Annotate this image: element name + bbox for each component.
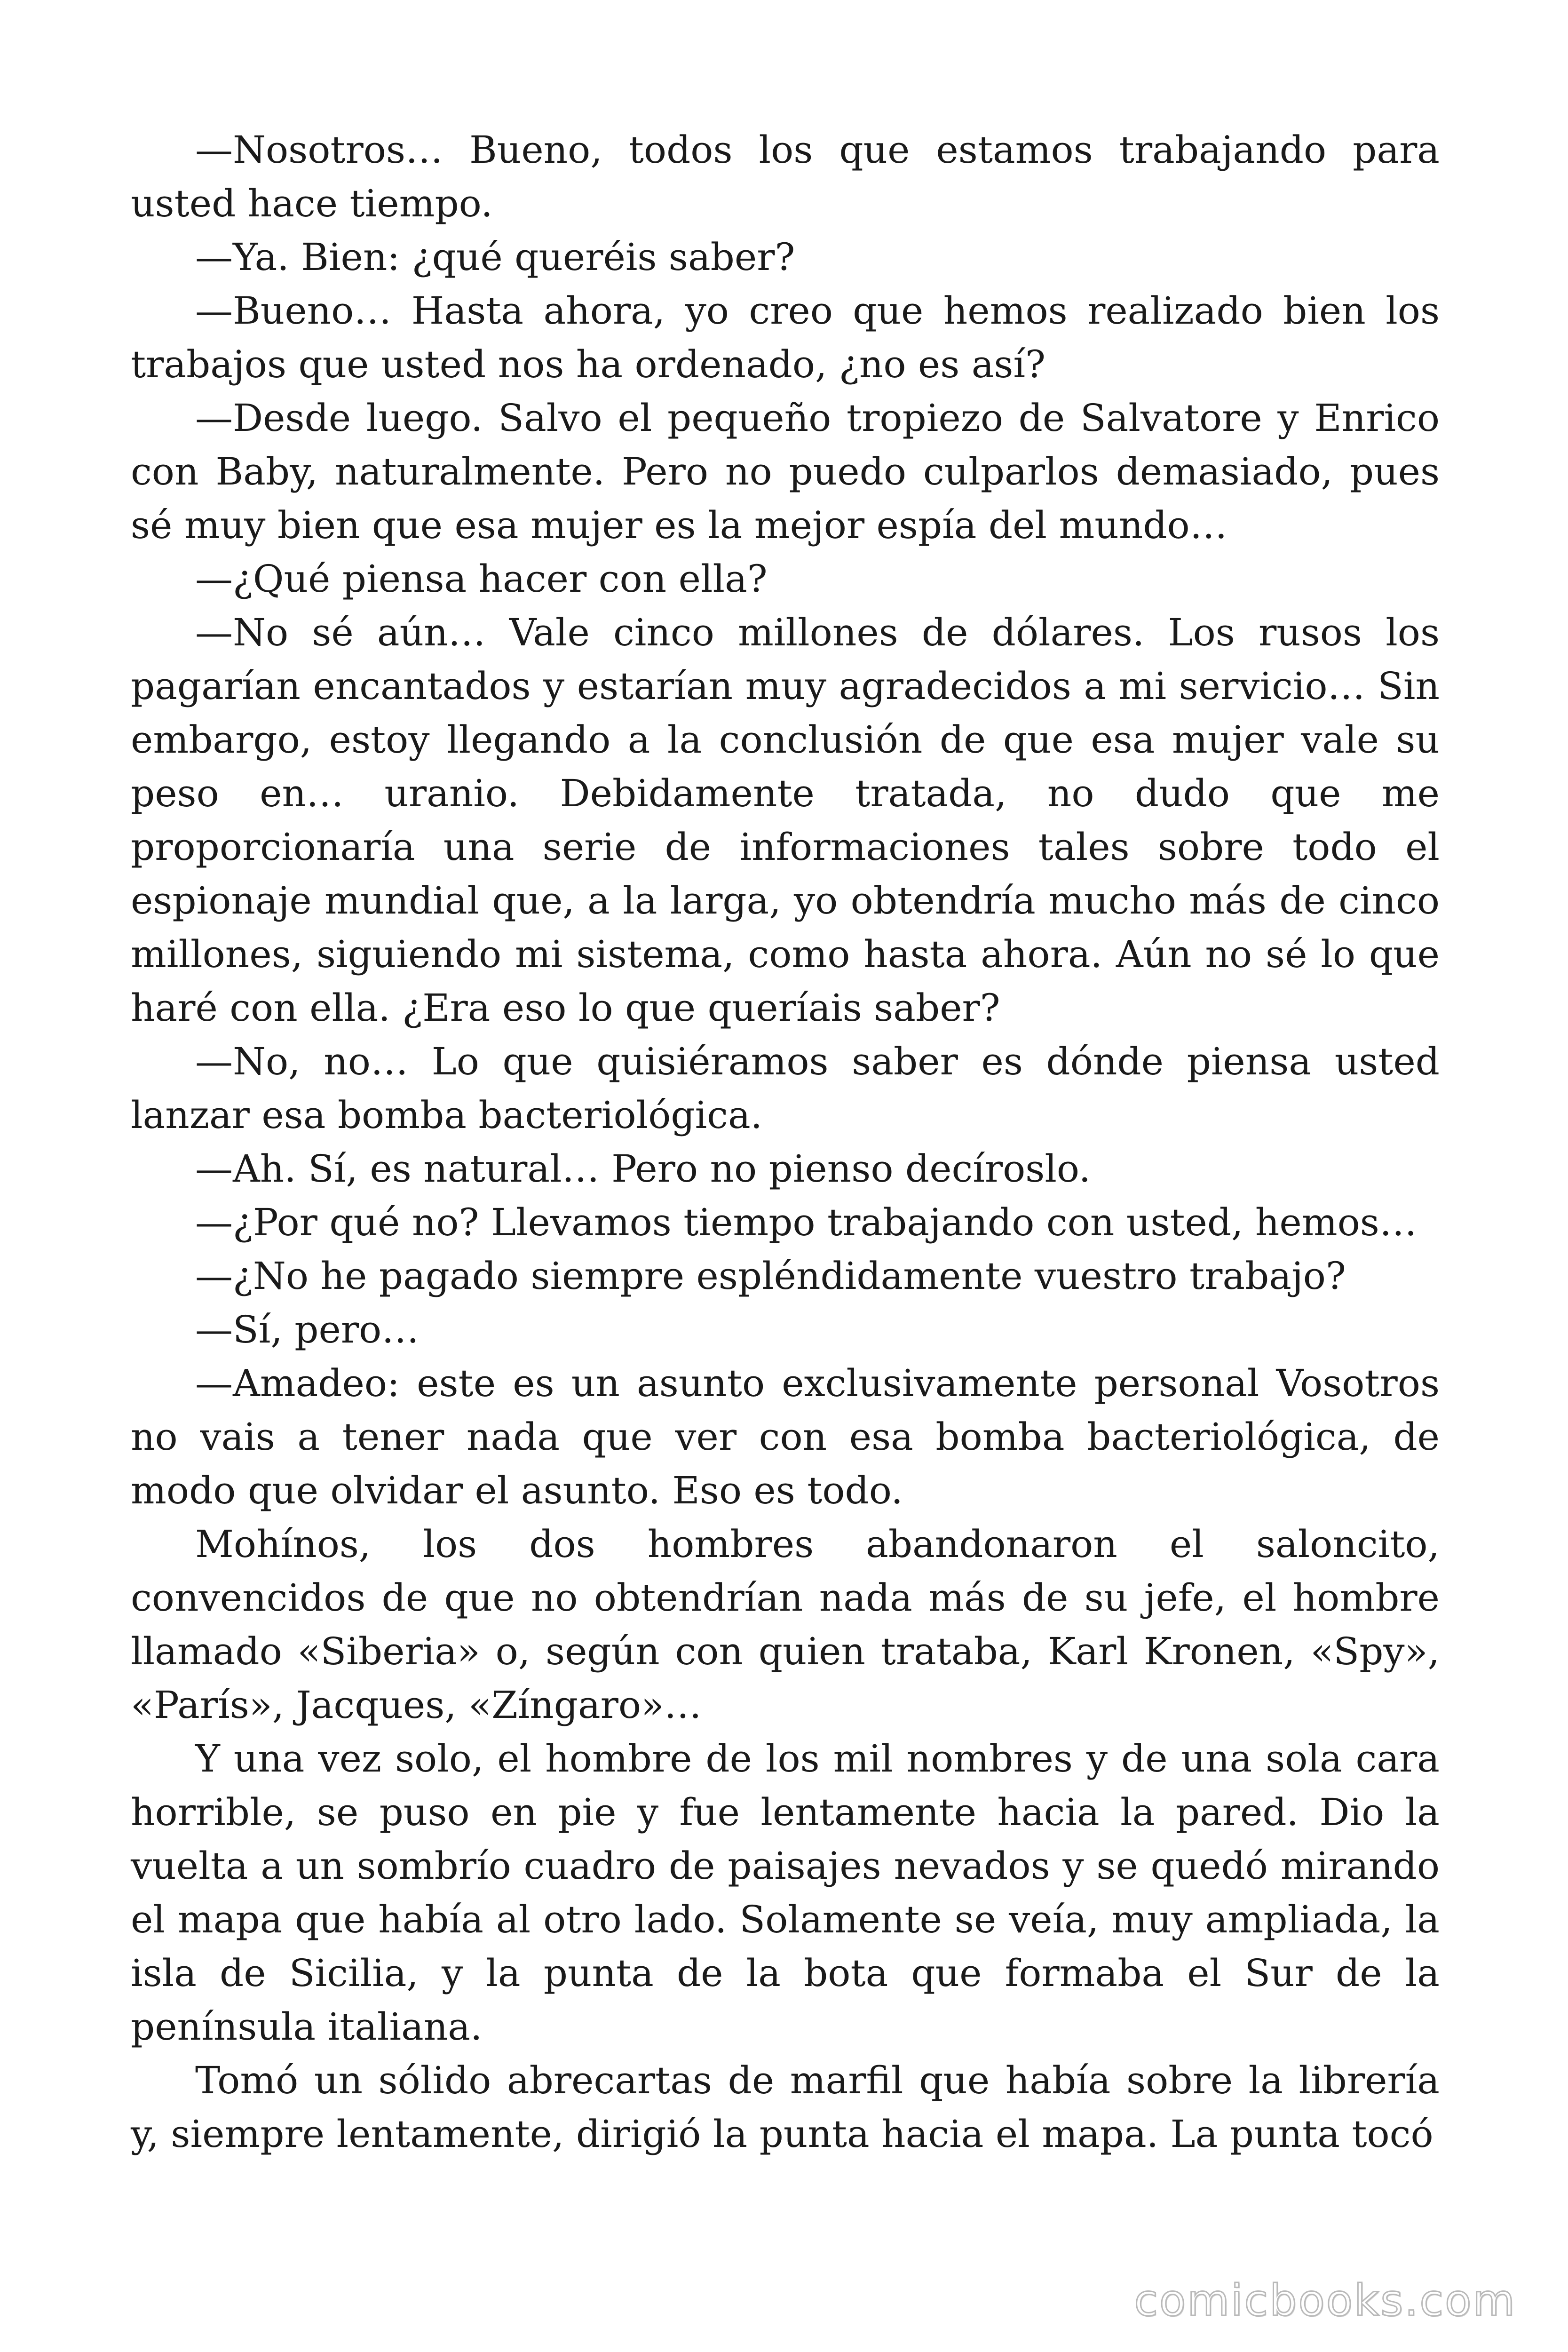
paragraph: —¿No he pagado siempre espléndidamente vuestro trabajo?	[195, 1254, 1346, 1298]
paragraph: —Sí, pero…	[195, 1308, 420, 1351]
paragraph: —Bueno… Hasta ahora, yo creo que hemos realizado bien los trabajos que usted nos ha ordenado, ¿no es así?	[131, 289, 1440, 386]
paragraph: Tomó un sólido abrecartas de marfil que había sobre la librería y, siempre lentamente, dirigió la punta hacia el mapa. La punta tocó	[131, 2058, 1440, 2156]
paragraph: Mohínos, los dos hombres abandonaron el saloncito, convencidos de que no obtendrían nada más de su jefe, el hombre llamado «Siberia» o, según con quien trataba, Karl Kronen, «Spy», «París», Jacques, «Zíngaro»…	[131, 1522, 1440, 1727]
paragraph: —No sé aún… Vale cinco millones de dólares. Los rusos los pagarían encantados y estarían muy agradecidos a mi servicio… Sin embargo, estoy llegando a la conclusión de que esa mujer vale su peso en… uranio. Debidamente tratada, no dudo que me proporcionaría una serie de informaciones tales sobre todo el espionaje mundial que, a la larga, yo obtendría mucho más de cinco millones, siguiendo mi sistema, como hasta ahora. Aún no sé lo que haré con ella. ¿Era eso lo que queríais saber?	[131, 611, 1440, 1030]
paragraph: —No, no… Lo que quisiéramos saber es dónde piensa usted lanzar esa bomba bacteriológica.	[131, 1040, 1440, 1137]
paragraph: —Nosotros… Bueno, todos los que estamos trabajando para usted hace tiempo.	[131, 128, 1440, 225]
paragraph: —Ah. Sí, es natural… Pero no pienso decíroslo.	[195, 1147, 1091, 1191]
paragraph: —Desde luego. Salvo el pequeño tropiezo de Salvatore y Enrico con Baby, naturalmente. Pero no puedo culparlos demasiado, pues sé muy bien que esa mujer es la mejor espía del mundo…	[131, 396, 1440, 547]
watermark: comicbooks.com	[1134, 2275, 1516, 2326]
paragraph: —Ya. Bien: ¿qué queréis saber?	[195, 235, 795, 279]
paragraph: Y una vez solo, el hombre de los mil nombres y de una sola cara horrible, se puso en pie y fue lentamente hacia la pared. Dio la vuelta a un sombrío cuadro de paisajes nevados y se quedó mirando el mapa que había al otro lado. Solamente se veía, muy ampliada, la isla de Sicilia, y la punta de la bota que formaba el Sur de la península italiana.	[131, 1737, 1440, 2049]
paragraph: —Amadeo: este es un asunto exclusivamente personal Vosotros no vais a tener nada que ver con esa bomba bacteriológica, de modo que olvidar el asunto. Eso es todo.	[131, 1361, 1440, 1512]
book-page-text	[131, 123, 1440, 2161]
paragraph: —¿Por qué no? Llevamos tiempo trabajando con usted, hemos…	[195, 1200, 1417, 1244]
paragraph: —¿Qué piensa hacer con ella?	[195, 557, 768, 601]
